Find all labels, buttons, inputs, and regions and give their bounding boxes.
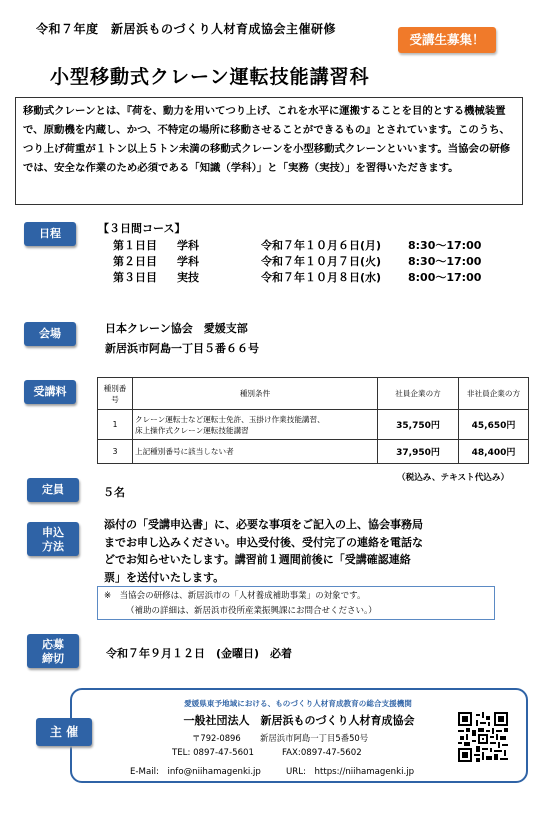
fee-nonmember: 45,650円 [459, 410, 529, 440]
fee-cond-line: 床上操作式クレーン運転技能講習 [135, 425, 249, 435]
schedule-row [113, 270, 481, 286]
fee-no: 1 [98, 410, 133, 440]
fee-cond [133, 410, 378, 440]
schedule-type: 学科 [177, 255, 199, 268]
fee-no: 3 [98, 440, 133, 464]
schedule-day: 第２日目 [113, 255, 157, 268]
subsidy-notice [97, 586, 495, 620]
host-address: 新居浜市阿島一丁目5番50号 [260, 733, 369, 743]
apply-label [27, 522, 79, 556]
venue-name: 日本クレーン協会 愛媛支部 [105, 322, 248, 335]
schedule-label: 日程 [24, 222, 76, 246]
apply-line: どでお知らせいたします。講習前１週間前後に「受講確認連絡 [104, 553, 411, 566]
qr-code-icon[interactable] [458, 712, 508, 762]
fee-member: 37,950円 [378, 440, 459, 464]
capacity-label: 定員 [27, 478, 79, 502]
schedule-time: 8:30～17:00 [408, 255, 482, 268]
schedule-time: 8:00～17:00 [408, 271, 482, 284]
fee-header-row [98, 378, 529, 410]
apply-line: 添付の「受講申込書」に、必要な事項をご記入の上、協会事務局 [104, 518, 423, 531]
host-email: E-Mail: info@niihamagenki.jp [130, 767, 261, 777]
fee-cond-line: クレーン運転士など運転士免許、玉掛け作業技能講習、 [135, 414, 325, 424]
schedule-date: 令和７年１０月８日(水) [261, 271, 382, 284]
schedule-day: 第１日目 [113, 239, 157, 252]
fee-note: （税込み、テキスト代込み） [397, 473, 510, 483]
fee-nonmember: 48,400円 [459, 440, 529, 464]
apply-label-line: 方法 [42, 540, 64, 553]
apply-line: 票」を送付いたします。 [104, 570, 225, 584]
host-label: 主 催 [36, 718, 92, 746]
fee-cond: 上記種別番号に該当しない者 [133, 440, 378, 464]
capacity-value: ５名 [103, 486, 125, 499]
schedule-row [113, 254, 481, 270]
apply-label-line: 申込 [42, 526, 64, 539]
host-zip: 〒792-0896 [192, 733, 241, 743]
schedule-date: 令和７年１０月７日(火) [261, 255, 382, 268]
schedule-day: 第３日目 [113, 271, 157, 284]
schedule-type: 学科 [177, 239, 199, 252]
host-tagline: 愛媛県東予地域における、ものづくり人材育成教育の総合支援機関 [184, 699, 412, 708]
fee-table [97, 377, 529, 464]
deadline-label-line: 締切 [42, 652, 64, 665]
header-text: 令和７年度 新居浜ものづくり人材育成協会主催研修 [36, 22, 337, 36]
intro-box: 移動式クレーンとは、『荷を、動力を用いてつり上げ、これを水平に運搬することを目的とする機械装置で、原動機を内蔵し、かつ、不特定の場所に移動させることができるもの』とされています。このうち、つり上げ荷重が１トン以上５トン未満の移動式クレーンを小型移動式クレーンといいます。当協会の研修では、安全な作業のため必須である「知識（学科）」と「実務（実技）」を習得いただきます。 [15, 97, 523, 205]
fee-header-cond: 種別条件 [133, 378, 378, 410]
schedule-table [113, 238, 481, 286]
fee-label: 受講料 [24, 380, 76, 404]
schedule-date: 令和７年１０月６日(月) [261, 239, 382, 252]
fee-header-member: 社員企業の方 [378, 378, 459, 410]
host-url: URL: https://niihamagenki.jp [286, 767, 415, 777]
fee-header-nonmember: 非社員企業の方 [459, 378, 529, 410]
deadline-label [27, 634, 79, 668]
host-fax: FAX:0897-47-5602 [282, 748, 362, 758]
venue-address: 新居浜市阿島一丁目５番６６号 [105, 342, 259, 355]
schedule-type: 実技 [177, 271, 199, 284]
table-row [98, 410, 529, 440]
notice-line: （補助の詳細は、新居浜市役所産業振興課にお問合せください。） [126, 606, 377, 616]
schedule-course: 【３日間コース】 [98, 222, 186, 235]
apply-text [104, 516, 423, 586]
fee-member: 35,750円 [378, 410, 459, 440]
apply-line: までお申し込みください。申込受付後、受付完了の連絡を電話な [104, 535, 423, 549]
venue-label: 会場 [24, 322, 76, 346]
deadline-value: 令和７年９月１２日 (金曜日) 必着 [106, 647, 293, 660]
schedule-row [113, 238, 481, 254]
notice-line: ※ 当協会の研修は、新居浜市の「人材養成補助事業」の対象です。 [104, 591, 366, 601]
page-title: 小型移動式クレーン運転技能講習科 [50, 66, 370, 88]
schedule-time: 8:30～17:00 [408, 239, 482, 252]
table-row [98, 440, 529, 464]
recruit-badge: 受講生募集！ [398, 27, 496, 53]
host-org: 一般社団法人 新居浜ものづくり人材育成協会 [183, 714, 415, 727]
host-tel: TEL: 0897-47-5601 [172, 748, 254, 758]
fee-header-no: 種別番号 [98, 378, 133, 410]
deadline-label-line: 応募 [42, 638, 64, 651]
